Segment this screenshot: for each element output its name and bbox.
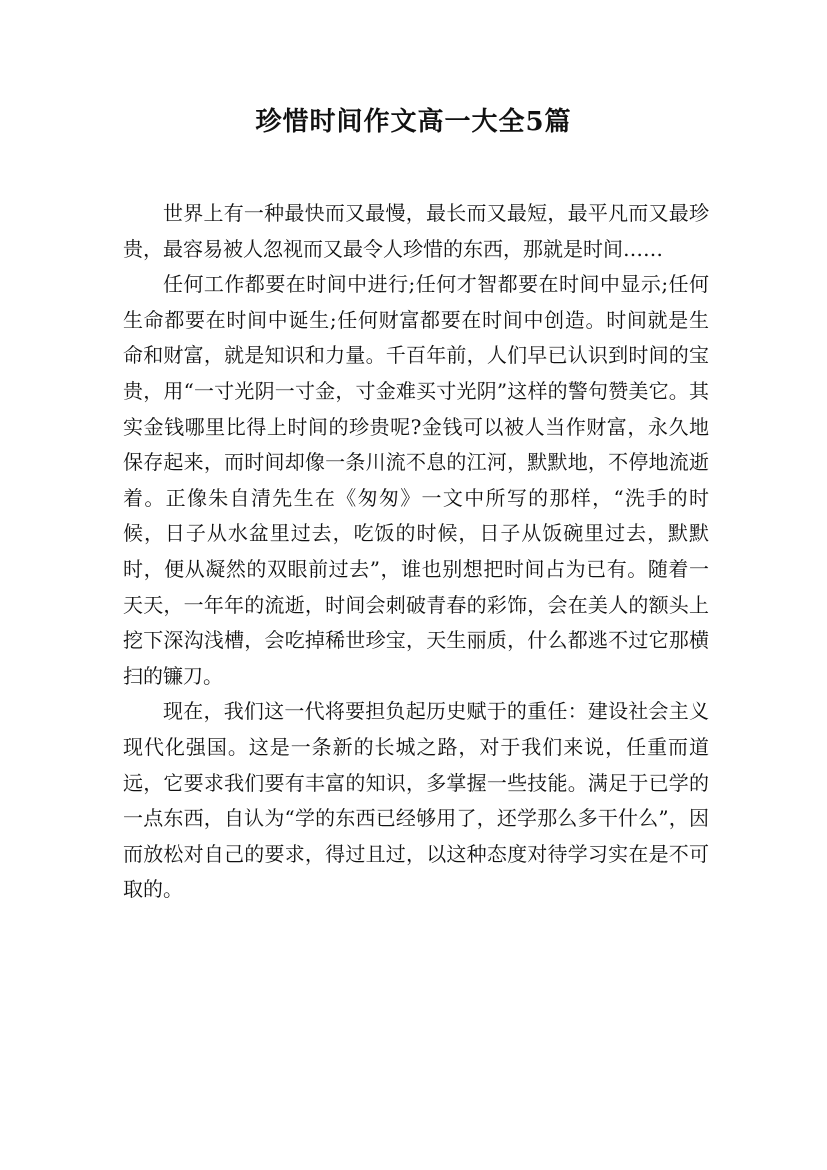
paragraph-3: 现在，我们这一代将要担负起历史赋于的重任：建设社会主义现代化强国。这是一条新的长城之路，对于我们来说，任重而道远，它要求我们要有丰富的知识，多掌握一些技能。满足于已学的一点东西，自认为“学的东西已经够用了，还学那么多干什么”，因而放松对自己的要求，得过且过，以这种态度对待学习实在是不可取的。 (123, 699, 709, 902)
paragraph-1: 世界上有一种最快而又最慢，最长而又最短，最平凡而又最珍贵，最容易被人忽视而又最令人珍惜的东西，那就是时间…… (123, 201, 709, 261)
document-body (123, 196, 709, 908)
paragraph-2: 任何工作都要在时间中进行;任何才智都要在时间中显示;任何生命都要在时间中诞生;任何财富都要在时间中创造。时间就是生命和财富，就是知识和力量。千百年前，人们早已认识到时间的宝贵，用“一寸光阴一寸金，寸金难买寸光阴”这样的警句赞美它。其实金钱哪里比得上时间的珍贵呢?金钱可以被人当作财富，永久地保存起来，而时间却像一条川流不息的江河，默默地，不停地流逝着。正像朱自清先生在《匆匆》一文中所写的那样，“洗手的时候，日子从水盆里过去，吃饭的时候，日子从饭碗里过去，默默时，便从凝然的双眼前过去”，谁也别想把时间占为已有。随着一天天，一年年的流逝，时间会刺破青春的彩饰，会在美人的额头上挖下深沟浅槽，会吃掉稀世珍宝，天生丽质，什么都逃不过它那横扫的镰刀。 (123, 272, 709, 688)
document-title: 珍惜时间作文高一大全5篇 (255, 107, 572, 137)
